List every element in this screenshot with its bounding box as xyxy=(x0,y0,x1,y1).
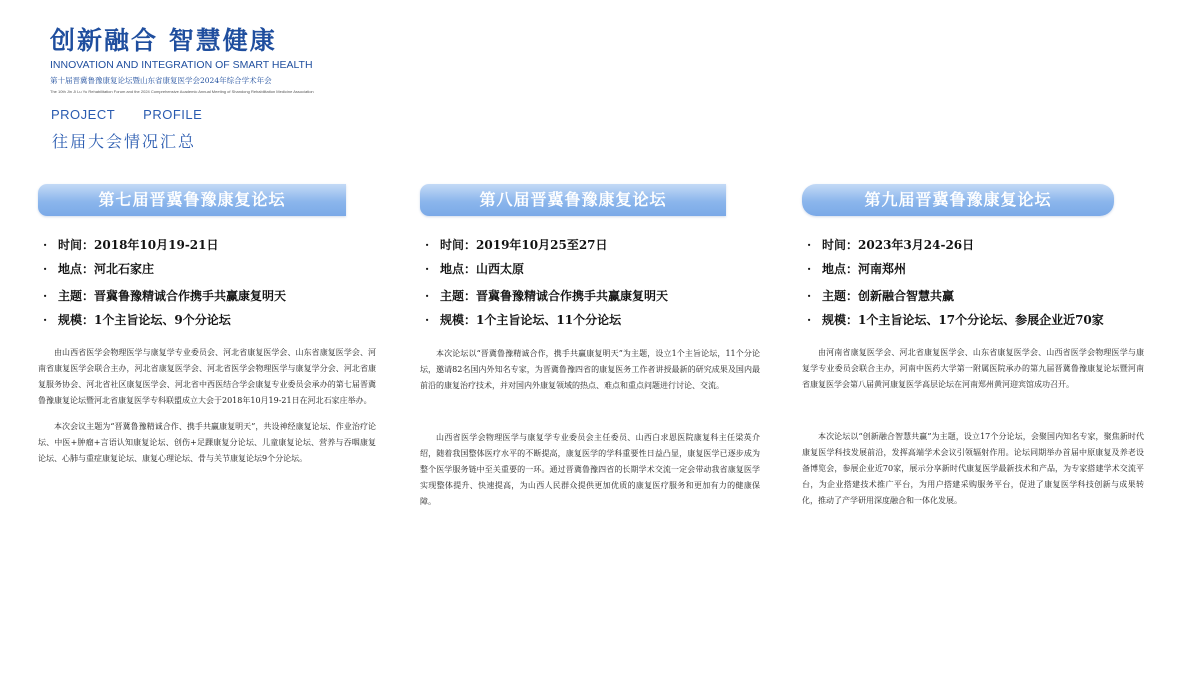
fact-value: 晋冀鲁豫精诚合作携手共赢康复明天 xyxy=(476,289,669,303)
fact-theme xyxy=(802,289,1144,304)
fact-value: 山西太原 xyxy=(476,262,525,276)
fact-theme xyxy=(38,289,376,304)
fact-place xyxy=(420,262,760,277)
forum-facts xyxy=(38,238,376,328)
fact-scale xyxy=(420,313,760,328)
fact-label: 时间： xyxy=(822,238,859,252)
forum-banner: 第九届晋冀鲁豫康复论坛 xyxy=(802,184,1114,216)
fact-value: 创新融合智慧共赢 xyxy=(858,289,955,303)
forum-facts xyxy=(420,238,760,328)
fact-value: 2019年10月25至27日 xyxy=(476,238,608,252)
fact-place xyxy=(38,262,376,277)
fact-value: 河南郑州 xyxy=(858,262,907,276)
fact-value: 1个主旨论坛、11个分论坛 xyxy=(476,313,622,327)
profile-word-profile: PROFILE xyxy=(143,107,203,122)
profile-word-project: PROJECT xyxy=(51,107,116,122)
forum-paragraph-1: 本次论坛以“晋冀鲁豫精诚合作，携手共赢康复明天”为主题，设立1个主旨论坛，11个分论坛，邀请82名国内外知名专家，为晋冀鲁豫四省的康复医务工作者讲授最新的研究成果及国内最前沿的康复治疗技术，并对国内外康复领域的热点、难点和重点问题进行讨论、交流。 xyxy=(420,349,760,390)
forum-column-7 xyxy=(38,184,376,467)
fact-label: 规模： xyxy=(440,313,477,327)
fact-value: 2018年10月19-21日 xyxy=(94,238,219,252)
fact-time xyxy=(802,238,1144,253)
main-title: 创新融合 智慧健康 xyxy=(50,26,277,55)
header xyxy=(50,24,390,94)
fact-value: 1个主旨论坛、17个分论坛、参展企业近70家 xyxy=(858,313,1104,327)
fact-label: 地点： xyxy=(822,262,859,276)
fact-label: 规模： xyxy=(822,313,859,327)
forum-facts xyxy=(802,238,1144,328)
forum-paragraph-1: 由河南省康复医学会、河北省康复医学会、山东省康复医学会、山西省医学会物理医学与康复学专业委员会联合主办，河南中医药大学第一附属医院承办的第九届晋冀鲁豫康复论坛暨河南省康复医学会第八届黄河康复医学高层论坛在河南郑州黄河迎宾馆成功召开。 xyxy=(802,348,1144,389)
fact-value: 1个主旨论坛、9个分论坛 xyxy=(94,313,231,327)
fact-place xyxy=(802,262,1144,277)
main-title-english: INNOVATION AND INTEGRATION OF SMART HEALTH xyxy=(50,59,313,71)
fact-label: 地点： xyxy=(440,262,477,276)
forum-paragraph-2: 本次论坛以“创新融合智慧共赢”为主题，设立17个分论坛，会聚国内知名专家，聚焦新时代康复医学科技发展前沿，发挥高端学术会议引领辐射作用。论坛同期举办首届中原康复及养老设备博览会，参展企业近70家，展示分享新时代康复医学最新技术和产品，为专家搭建学术交流平台，为企业搭建技术推广平台，为用户搭建采购服务平台，促进了康复医学科技创新与成果转化，推动了产学研用深度融合和一体化发展。 xyxy=(802,432,1144,505)
fact-value: 晋冀鲁豫精诚合作携手共赢康复明天 xyxy=(94,289,287,303)
summary-title: 往届大会情况汇总 xyxy=(52,132,197,151)
forum-paragraph-1: 由山西省医学会物理医学与康复学专业委员会、河北省康复医学会、山东省康复医学会、河南省康复医学会联合主办，河北省康复医学会、河北省医学会物理医学与康复学分会、河北省康复服务协会、河北省社区康复医学会、河北省中西医结合学会康复专业委员会承办的第七届晋冀鲁豫康复论坛暨河北省康复医学专科联盟成立大会于2018年10月19-21日在河北石家庄举办。 xyxy=(38,348,376,405)
fact-value: 河北石家庄 xyxy=(94,262,155,276)
fact-label: 主题： xyxy=(440,289,477,303)
fact-time xyxy=(38,238,376,253)
fact-label: 时间： xyxy=(58,238,95,252)
event-subtitle: 第十届晋冀鲁豫康复论坛暨山东省康复医学会2024年综合学术年会 xyxy=(50,76,272,85)
forum-banner: 第八届晋冀鲁豫康复论坛 xyxy=(420,184,726,216)
fact-label: 规模： xyxy=(58,313,95,327)
fact-label: 主题： xyxy=(58,289,95,303)
event-subtitle-english: The 10th Jin Ji Lu Yu Rehabilitation Forum and the 2024 Comprehensive Academic Annual Meeting of Shandong Rehabilitation Medicine Association xyxy=(50,89,314,94)
fact-label: 地点： xyxy=(58,262,95,276)
fact-scale xyxy=(38,313,376,328)
forum-column-8 xyxy=(420,184,760,510)
fact-value: 2023年3月24-26日 xyxy=(858,238,975,252)
forum-column-9 xyxy=(802,184,1144,509)
forum-banner: 第七届晋冀鲁豫康复论坛 xyxy=(38,184,346,216)
fact-label: 主题： xyxy=(822,289,859,303)
fact-scale xyxy=(802,313,1144,328)
project-profile-heading xyxy=(51,107,202,122)
forum-paragraph-2: 山西省医学会物理医学与康复学专业委员会主任委员、山西白求恩医院康复科主任梁英介绍，随着我国整体医疗水平的不断提高，康复医学的学科重要性日益凸显，康复医学已逐步成为整个医学服务链中至关重要的一环。通过晋冀鲁豫四省的长期学术交流一定会带动我省康复医学实现整体提升、快速提高，为山西人民群众提供更加优质的康复医疗服务和更加有力的健康保障。 xyxy=(420,433,760,506)
forum-paragraph-2: 本次会议主题为“晋冀鲁豫精诚合作、携手共赢康复明天”，共设神经康复论坛、作业治疗论坛、中医+肿瘤+言语认知康复论坛、创伤+足踝康复分论坛、儿童康复论坛、营养与吞咽康复论坛、心肺与重症康复论坛、康复心理论坛、骨与关节康复论坛9个分论坛。 xyxy=(38,422,376,463)
fact-time xyxy=(420,238,760,253)
fact-label: 时间： xyxy=(440,238,477,252)
fact-theme xyxy=(420,289,760,304)
